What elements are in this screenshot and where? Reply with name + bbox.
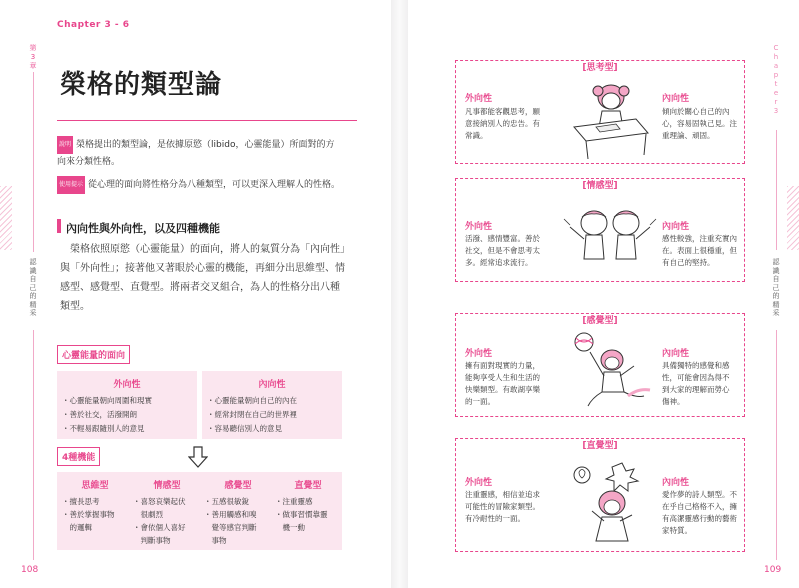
left-margin-rule-top: [33, 72, 34, 252]
card-feeling: [情感型] 外向性 活潑、感情豐富。善於 社交，但是不會思考太 多。經常追求流行。 內向性 感性較強，注重充實內 在。表面上很穩重，但 有自己的堅持。: [455, 178, 745, 282]
usage-tip-tag: 使用提示: [57, 176, 85, 194]
left-page-number: 108: [21, 565, 39, 575]
right-hatch-decoration: [787, 186, 799, 250]
title-rule: [57, 120, 357, 121]
function-thinking: 思維型 ・擅長思考 ・善於掌握事物 的邏輯: [62, 481, 115, 532]
right-margin-rule-bottom: [776, 330, 777, 560]
introversion-title: 內向性: [258, 380, 286, 390]
page-title: 榮格的類型論: [60, 70, 223, 100]
four-functions-heading: 4種機能: [57, 447, 100, 466]
card-title: [思考型]: [582, 63, 618, 73]
card-title: [感覺型]: [582, 316, 618, 326]
description-tag: 說明: [57, 136, 73, 154]
card-sensation: [感覺型] 外向性 擁有面對現實的力量， 能夠享受人生和生活的 快樂類型。有敢湖享樂 的一面。 內向性 具備獨特的感覺和感 性，可能會因為得不 到大家的理解而勞心 傷神。: [455, 313, 745, 417]
right-margin-rule-top: [776, 130, 777, 250]
down-arrow-icon: [188, 446, 208, 468]
left-chapter-label: 第 3 章: [29, 44, 37, 70]
card-title: [情感型]: [582, 181, 618, 191]
book-spine: [391, 0, 408, 588]
thinking-girl-illustration: [566, 77, 656, 161]
card-intuition: [直覺型] 外向性 注重靈感，相信並追求 可能性的冒險家類型。 有冷耐性的一面。 內向性 愛作夢的詩人類型。不 在乎自己格格不入，擁 有高潔靈感行動的藝術 家特質。: [455, 438, 745, 552]
right-page-number: 109: [764, 565, 782, 575]
card-title: [直覺型]: [582, 441, 618, 451]
function-feeling: 情感型 ・喜怒哀樂起伏 很劇烈 ・會依個人喜好 判斷事物: [133, 481, 186, 545]
sensation-girl-illustration: [562, 326, 658, 414]
introversion-panel: 內向性 ・心靈能量朝向自己的內在 ・經常封閉在自己的世界裡 ・容易聽信別人的意見: [202, 371, 342, 439]
energy-direction-heading: 心靈能量的面向: [57, 345, 130, 364]
section-heading: 內向性與外向性，以及四種機能: [66, 222, 220, 235]
section-body: 榮格依照原慾（心靈能量）的面向，將人的氣質分為「內向性」 與「外向性」；接著他又著眼於心靈的機能，再細分出思維型、情 感型、感覺型、直覺型。將兩者交叉組合，為人的性格分出八種 類型。: [60, 244, 350, 312]
left-section-label: 認 識 自 己 的 精 采: [29, 258, 37, 317]
left-hatch-decoration: [0, 186, 12, 250]
extroversion-title: 外向性: [113, 380, 141, 390]
intuition-girl-illustration: [562, 457, 658, 547]
chapter-header: Chapter 3 - 6: [57, 20, 130, 30]
right-chapter-label: C h a p t e r 3: [773, 44, 779, 115]
feeling-girls-illustration: [560, 197, 660, 281]
card-thinking: [思考型] 外向性 凡事都能客觀思考，願 意接納別人的忠告。有 常識。 內向性 傾向於關心自己的內 心，容易固執己見。注 重理論、頑固。: [455, 60, 745, 164]
left-margin-rule-bottom: [33, 330, 34, 560]
function-sensation: 感覺型 ・五感很敏銳 ・善用觸感和嗅 覺等感官判斷 事物: [204, 481, 257, 545]
intro-description: 說明 榮格提出的類型論，是依據原慾（libido，心靈能量）所面對的方 向來分類性格。 使用提示 從心理的面向將性格分為八種類型，可以更深入理解人的性格。: [57, 136, 367, 194]
extroversion-panel: 外向性 ・心靈能量朝向周圍和現實 ・善於社交，活潑開朗 ・不輕易跟隨別人的意見: [57, 371, 197, 439]
section-heading-bar: [57, 219, 61, 233]
right-section-label: 認 識 自 己 的 精 采: [772, 258, 780, 317]
function-intuition: 直覺型 ・注重靈感 ・做事習慣靠靈 機一動: [275, 481, 328, 532]
